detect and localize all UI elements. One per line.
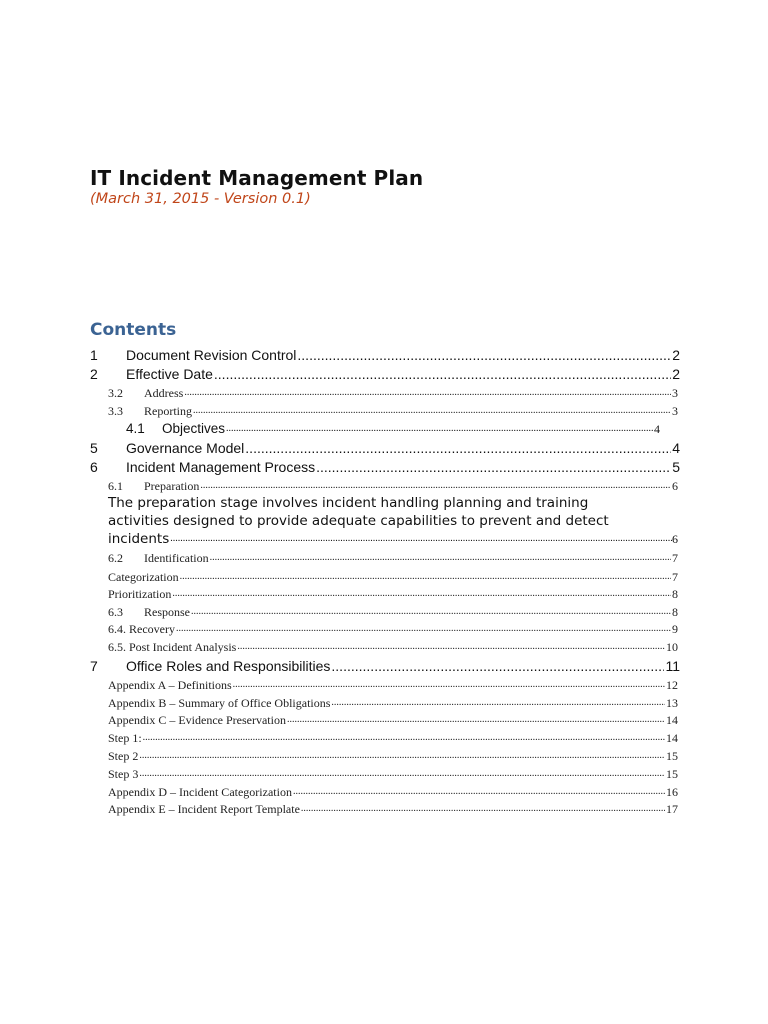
toc-number: 2 [90,366,98,382]
toc-page: 15 [666,749,678,763]
toc-entry[interactable] [108,639,678,655]
toc-entry[interactable] [108,478,678,494]
toc-number: 3.3 [108,404,123,418]
toc-entry[interactable] [108,766,678,782]
toc-label: Response [144,605,190,619]
dot-leader [200,478,671,494]
toc-number: 6.3 [108,605,123,619]
dot-leader [245,439,671,457]
toc-label: Appendix B – Summary of Office Obligations [108,696,331,710]
toc-entry[interactable] [108,695,678,711]
toc-page: 7 [672,570,678,584]
toc-entry[interactable] [108,730,678,746]
toc-entry[interactable] [108,784,678,800]
toc-label: Appendix C – Evidence Preservation [108,713,286,727]
toc-page: 6 [672,479,678,493]
toc-page: 4 [672,440,680,456]
toc-number: 6.1 [108,479,123,493]
toc-label: Prioritization [108,587,172,601]
dot-leader [316,458,671,476]
dot-leader [139,766,665,782]
toc-page: 6 [672,532,678,546]
dot-leader [297,346,671,364]
toc-entry[interactable] [108,712,678,728]
dot-leader [170,530,672,548]
dot-leader [287,712,665,728]
dot-leader [191,604,671,620]
document-subtitle: (March 31, 2015 - Version 0.1) [90,191,311,207]
toc-page: 14 [666,731,678,745]
dot-leader [331,695,665,711]
toc-page: 14 [666,713,678,727]
toc-page: 15 [666,767,678,781]
toc-page: 9 [672,622,678,636]
toc-page: 7 [672,551,678,565]
toc-label: Governance Model [126,440,245,456]
toc-page: 8 [672,605,678,619]
dot-leader [143,730,665,746]
toc-page: 17 [666,802,678,816]
dot-leader [193,403,671,419]
dot-leader [237,639,665,655]
toc-page: 2 [672,366,680,382]
toc-entry[interactable] [90,365,680,383]
paragraph-line: incidents [108,531,170,547]
toc-label: 6.4. Recovery [108,622,175,636]
paragraph-line: activities designed to provide adequate capabilities to prevent and detect [108,513,609,529]
toc-page: 16 [666,785,678,799]
toc-entry[interactable] [108,586,678,602]
dot-leader [331,657,664,675]
dot-leader [139,748,665,764]
toc-page: 4 [654,422,660,436]
toc-entry[interactable] [108,569,678,585]
toc-number: 6.2 [108,551,123,565]
toc-page: 8 [672,587,678,601]
toc-entry[interactable] [108,677,678,693]
toc-entry-preparation-description[interactable] [108,494,678,548]
toc-page: 13 [666,696,678,710]
toc-page: 12 [666,678,678,692]
toc-label: Appendix D – Incident Categorization [108,785,292,799]
toc-label: Step 3 [108,767,139,781]
dot-leader [176,621,671,637]
dot-leader [301,801,665,817]
toc-label: Office Roles and Responsibilities [126,658,331,674]
toc-page: 11 [665,658,680,674]
dot-leader [210,550,671,566]
dot-leader [180,569,671,585]
toc-label: Step 2 [108,749,139,763]
toc-page: 3 [672,386,678,400]
toc-entry[interactable] [90,346,680,364]
toc-label: Appendix E – Incident Report Template [108,802,300,816]
toc-entry[interactable] [90,657,680,675]
toc-label: Document Revision Control [126,347,297,363]
toc-entry[interactable] [108,385,678,401]
toc-label: Preparation [144,479,200,493]
dot-leader [293,784,665,800]
dot-leader [226,420,653,438]
toc-label: Objectives [162,421,226,436]
toc-label: Effective Date [126,366,213,382]
paragraph-line: The preparation stage involves incident handling planning and training [108,495,589,511]
toc-number: 6 [90,459,98,475]
dot-leader [233,677,665,693]
toc-label: Categorization [108,570,179,584]
toc-page: 5 [672,459,680,475]
toc-number: 1 [90,347,98,363]
toc-entry[interactable] [108,604,678,620]
toc-number: 7 [90,658,98,674]
toc-number: 3.2 [108,386,123,400]
toc-entry[interactable] [108,621,678,637]
toc-page: 3 [672,404,678,418]
toc-entry[interactable] [108,748,678,764]
toc-number: 5 [90,440,98,456]
toc-label: Appendix A – Definitions [108,678,232,692]
toc-page: 10 [666,640,678,654]
toc-entry[interactable] [90,458,680,476]
toc-entry[interactable] [90,439,680,457]
toc-label: Incident Management Process [126,459,316,475]
paragraph-last-line [108,530,678,548]
toc-label: Reporting [144,404,192,418]
toc-label: 6.5. Post Incident Analysis [108,640,237,654]
contents-heading: Contents [90,320,177,340]
toc-label: Step 1: [108,731,142,745]
toc-label: Address [144,386,184,400]
document-title: IT Incident Management Plan [90,166,424,190]
dot-leader [214,365,671,383]
dot-leader [172,586,671,602]
toc-entry[interactable] [126,420,660,438]
dot-leader [184,385,671,401]
toc-entry[interactable] [108,801,678,817]
toc-entry[interactable] [108,550,678,566]
toc-page: 2 [672,347,680,363]
toc-number: 4.1 [126,421,145,436]
toc-label: Identification [144,551,209,565]
toc-entry[interactable] [108,403,678,419]
